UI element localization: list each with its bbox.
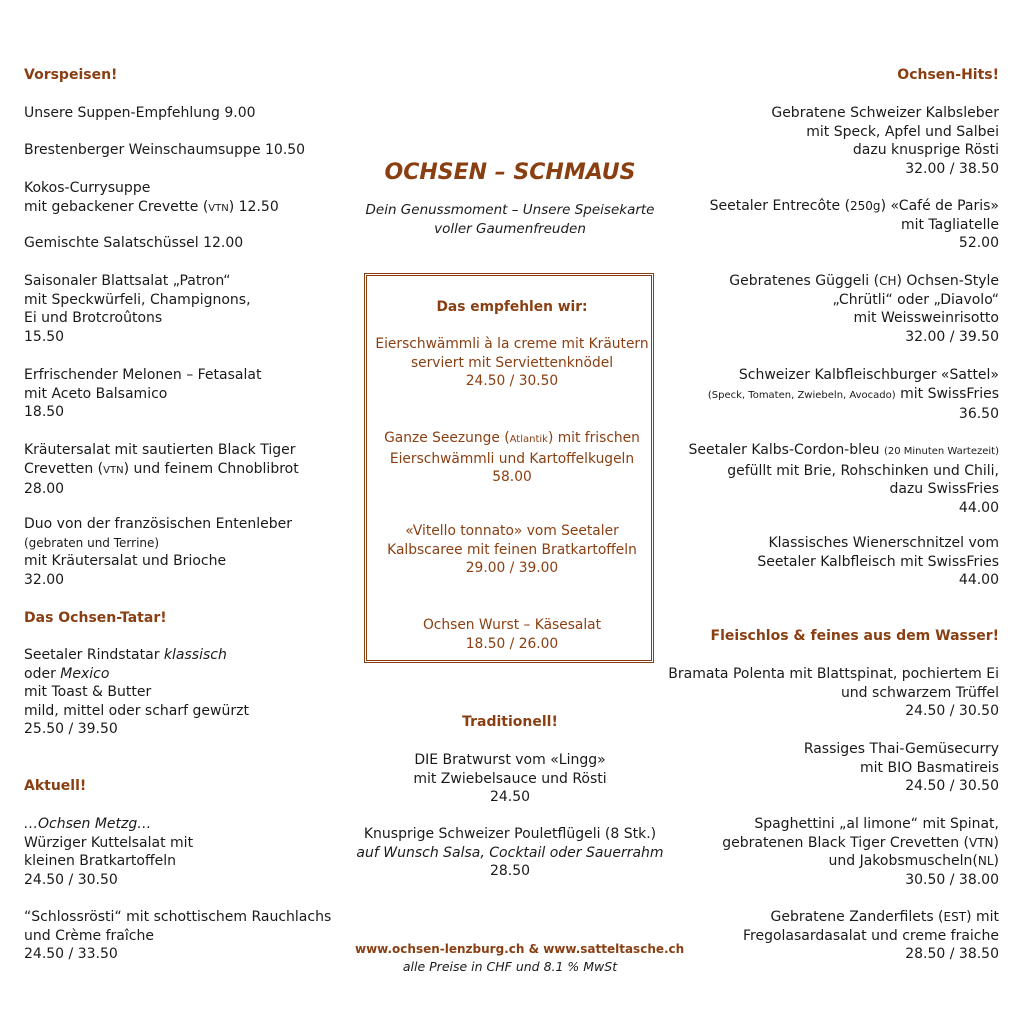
box-title: Das empfehlen wir: <box>436 299 588 315</box>
menu-item-kalbsleber: Gebratene Schweizer Kalbsleber mit Speck, Apfel und Salbei dazu knusprige Rösti 32.00 / 38.50 <box>771 105 999 177</box>
section-title-tatar: Das Ochsen-Tatar! <box>24 610 167 626</box>
menu-item-pouletfluegeli: Knusprige Schweizer Pouletflügeli (8 Stk.) auf Wunsch Salsa, Cocktail oder Sauerrahm 28.50 <box>356 826 664 880</box>
menu-item-thai-curry: Rassiges Thai-Gemüsecurry mit BIO Basmatireis 24.50 / 30.50 <box>803 741 999 795</box>
menu-item-wienerschnitzel: Klassisches Wienerschnitzel vom Seetaler Kalbfleisch mit SwissFries 44.00 <box>757 535 999 589</box>
menu-tagline: Dein Genussmoment – Unsere Speisekarte voller Gaumenfreuden <box>365 202 655 237</box>
website-link[interactable]: www.ochsen-lenzburg.ch & www.satteltasche.ch <box>355 942 685 956</box>
menu-item-entrecote: Seetaler Entrecôte (250g) «Café de Paris» mit Tagliatelle 52.00 <box>709 198 999 252</box>
menu-item-kraeutersalat: Kräutersalat mit sautierten Black Tiger Crevetten (VTN) und feinem Chnoblibrot 28.00 <box>24 442 299 498</box>
menu-item-kalbfleischburger: Schweizer Kalbfleischburger «Sattel» (Speck, Tomaten, Zwiebeln, Avocado) mit SwissFries 36.50 <box>707 367 999 423</box>
menu-item-spaghettini: Spaghettini „al limone“ mit Spinat, gebratenen Black Tiger Crevetten (VTN) und Jakobsmuscheln(NL) 30.50 / 38.00 <box>722 816 999 888</box>
menu-item-polenta: Bramata Polenta mit Blattspinat, pochiertem Ei und schwarzem Trüffel 24.50 / 30.50 <box>668 666 999 720</box>
section-title-aktuell: Aktuell! <box>24 778 87 794</box>
section-title-traditionell: Traditionell! <box>462 714 558 730</box>
box-item-ochsen-wurst: Ochsen Wurst – Käsesalat 18.50 / 26.00 <box>422 617 602 652</box>
menu-item-suppe: Unsere Suppen-Empfehlung 9.00 <box>24 105 256 121</box>
menu-item-salatschuessel: Gemischte Salatschüssel 12.00 <box>24 235 244 251</box>
section-title-vorspeisen: Vorspeisen! <box>24 67 118 83</box>
menu-item-melonensalat: Erfrischender Melonen – Fetasalat mit Aceto Balsamico 18.50 <box>24 367 262 421</box>
section-title-ochsen-hits: Ochsen-Hits! <box>897 67 999 83</box>
menu-item-cordon-bleu: Seetaler Kalbs-Cordon-bleu (20 Minuten Wartezeit) gefüllt mit Brie, Rohschinken und Chili, dazu SwissFries 44.00 <box>688 442 999 516</box>
menu-item-kokos-currysuppe: Kokos-Currysuppe mit gebackener Crevette (VTN) 12.50 <box>24 180 279 215</box>
recommendation-box <box>364 273 654 663</box>
menu-item-zanderfilets: Gebratene Zanderfilets (EST) mit Fregolasardasalat und creme fraiche 28.50 / 38.50 <box>742 909 999 963</box>
prices-note: alle Preise in CHF und 8.1 % MwSt <box>402 959 618 974</box>
menu-item-entenleber: Duo von der französischen Entenleber (gebraten und Terrine) mit Kräutersalat und Brioche 32.00 <box>24 516 293 588</box>
menu-item-bratwurst: DIE Bratwurst vom «Lingg» mit Zwiebelsauce und Rösti 24.50 <box>413 752 607 806</box>
menu-item-kuttelsalat: …Ochsen Metzg… Würziger Kuttelsalat mit kleinen Bratkartoffeln 24.50 / 30.50 <box>24 816 194 888</box>
box-item-seezunge: Ganze Seezunge (Atlantik) mit frischen Eierschwämmli und Kartoffelkugeln 58.00 <box>384 430 640 486</box>
menu-title: OCHSEN – SCHMAUS <box>384 160 636 185</box>
menu-item-blattsalat: Saisonaler Blattsalat „Patron“ mit Speckwürfeli, Champignons, Ei und Brotcroûtons 15.50 <box>24 273 251 345</box>
menu-item-weinschaumsuppe: Brestenberger Weinschaumsuppe 10.50 <box>24 142 306 158</box>
section-title-fleischlos: Fleischlos & feines aus dem Wasser! <box>710 628 999 644</box>
menu-item-rindstatar: Seetaler Rindstatar klassisch oder Mexico mit Toast & Butter mild, mittel oder scharf gewürzt 25.50 / 39.50 <box>24 647 249 738</box>
menu-item-schlossroesti: “Schlossrösti“ mit schottischem Rauchlachs und Crème fraîche 24.50 / 33.50 <box>24 909 332 963</box>
box-item-vitello-tonnato: «Vitello tonnato» vom Seetaler Kalbscaree mit feinen Bratkartoffeln 29.00 / 39.00 <box>387 523 637 577</box>
box-item-eierschwaemmli: Eierschwämmli à la creme mit Kräutern serviert mit Serviettenknödel 24.50 / 30.50 <box>375 336 649 390</box>
menu-item-gueggeli: Gebratenes Güggeli (CH) Ochsen-Style „Chrütli“ oder „Diavolo“ mit Weissweinrisotto 32.00 / 39.50 <box>729 273 999 345</box>
